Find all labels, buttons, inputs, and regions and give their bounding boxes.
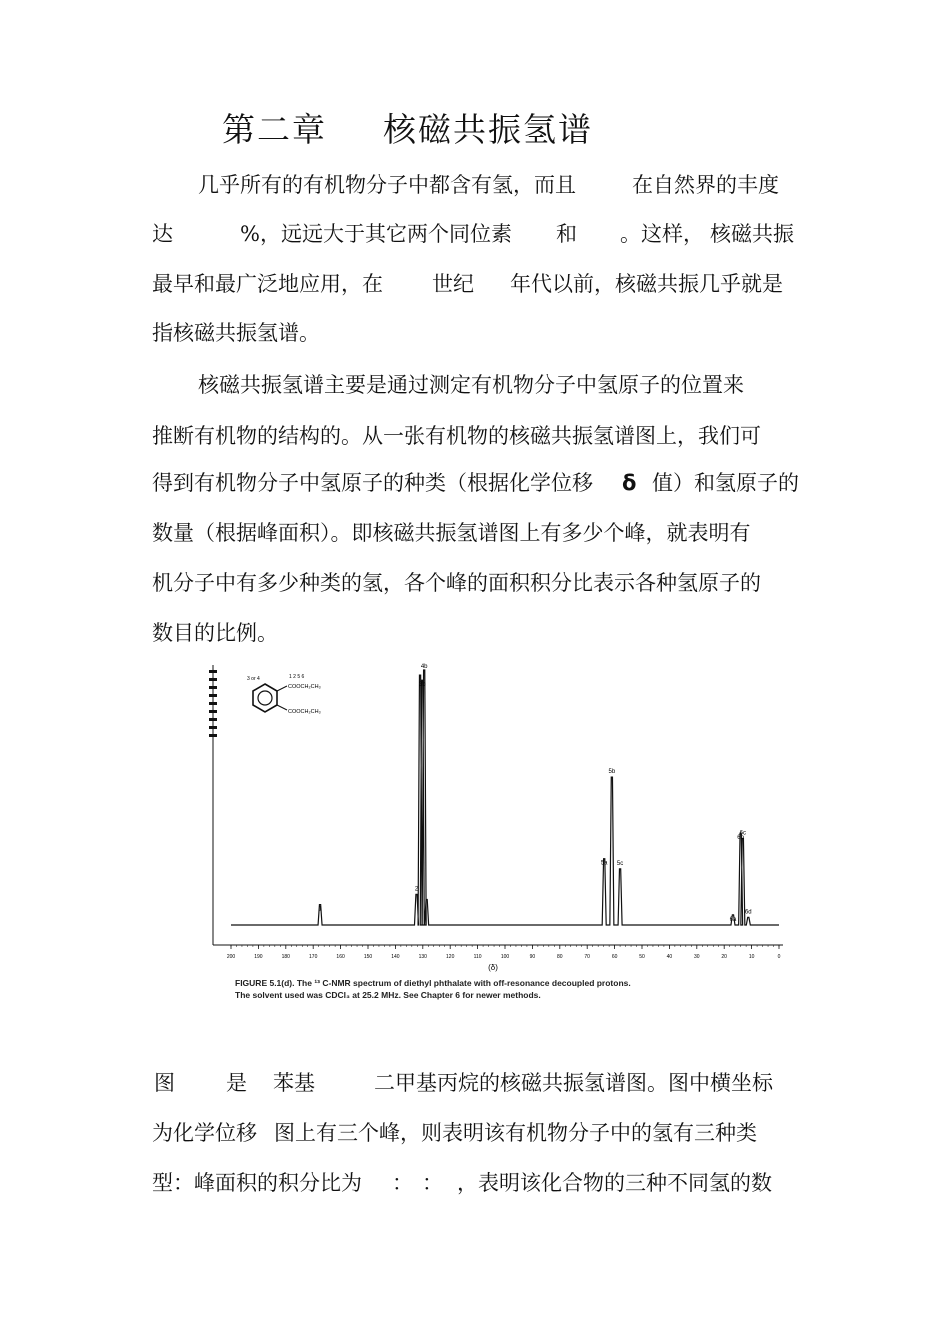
chapter-number: 第二章 — [222, 110, 327, 149]
delta-symbol: δ — [622, 471, 637, 495]
p3-line-3 — [152, 1166, 802, 1200]
scale-mark — [209, 734, 217, 737]
structure-numbers: 1 2 5 6 — [289, 674, 305, 680]
text: 机分子中有多少种类的氢，各个峰的面积积分比表示各种氢原子的 — [152, 571, 761, 595]
text: 几乎所有的有机物分子中都含有氢，而且 — [198, 173, 576, 197]
x-tick-label: 100 — [500, 954, 510, 960]
p3-line-1 — [152, 1066, 802, 1100]
peak-label: 6c — [739, 830, 747, 837]
p1-line-2 — [152, 217, 802, 251]
substituent-1: COOCH₂CH₃ — [288, 684, 321, 690]
chapter-title: 核磁共振氢谱 — [383, 110, 593, 149]
text: 数量（根据峰面积）。即核磁共振氢谱图上有多少个峰，就表明有 — [152, 521, 751, 545]
scale-mark — [209, 678, 217, 681]
p2-line-2 — [152, 419, 802, 453]
scale-mark — [209, 718, 217, 721]
molecule-structure — [247, 674, 321, 715]
p3-line-2 — [152, 1116, 802, 1150]
text: ： — [422, 1171, 443, 1195]
x-tick-label: 60 — [611, 954, 618, 960]
x-tick-label: 50 — [639, 954, 645, 960]
x-tick-label: 0 — [777, 954, 781, 960]
p2-line-4 — [152, 516, 802, 550]
x-tick-label: 190 — [254, 954, 263, 960]
text: 。这样， — [620, 222, 704, 246]
text: 世纪 — [432, 272, 474, 296]
peak-label: 4b — [420, 664, 428, 670]
p2-line-5 — [152, 566, 802, 600]
peak-label: 1 — [318, 906, 322, 913]
x-tick-label: 80 — [557, 954, 563, 960]
text: 值）和氢原子的 — [652, 471, 799, 495]
text: ： — [392, 1171, 413, 1195]
substituent-2: COOCH₂CH₃ — [288, 709, 321, 715]
x-tick-label: 20 — [721, 954, 727, 960]
peak-label: 6a — [729, 916, 737, 923]
x-tick-label: 150 — [363, 954, 373, 960]
text: 得到有机物分子中氢原子的种类（根据化学位移 — [152, 471, 593, 495]
text: 推断有机物的结构的。从一张有机物的核磁共振氢谱图上，我们可 — [152, 424, 761, 448]
scale-mark — [209, 726, 217, 729]
x-tick-label: 170 — [309, 954, 318, 960]
text: 图上有三个峰，则表明该有机物分子中的氢有三种类 — [274, 1121, 757, 1145]
peak-label: 6b — [737, 835, 744, 842]
x-axis-label: (δ) — [488, 963, 498, 972]
text: 在自然界的丰度 — [632, 173, 779, 197]
peak-labels — [318, 664, 751, 923]
nmr-spectrum-plot — [195, 660, 795, 1020]
peak-label: 5a — [600, 860, 608, 867]
text: 型：峰面积的积分比为 — [152, 1171, 362, 1195]
structure-ring-label: 3 or 4 — [247, 676, 260, 682]
x-tick-label: 160 — [336, 954, 345, 960]
text: 年代以前，核磁共振几乎就是 — [510, 272, 783, 296]
peak-label: 6d — [744, 909, 752, 916]
scale-mark — [209, 710, 217, 713]
text: 二甲基丙烷的核磁共振氢谱图。图中横坐标 — [374, 1071, 773, 1095]
x-tick-label: 40 — [666, 954, 673, 960]
text: ，表明该化合物的三种不同氢的数 — [457, 1171, 772, 1195]
text: 核磁共振 — [710, 222, 794, 246]
text: 达 — [152, 222, 173, 246]
text: 数目的比例。 — [152, 621, 278, 645]
scale-mark — [209, 670, 217, 673]
scale-mark — [209, 702, 217, 705]
x-tick-label: 90 — [529, 954, 536, 960]
peak-label: 5b — [608, 769, 616, 776]
x-tick-label: 130 — [418, 954, 427, 960]
peak-label: 2 — [414, 886, 419, 893]
figure-caption-line-2: The solvent used was CDCl₃ at 25.2 MHz. See Chapter 6 for newer methods. — [235, 990, 541, 1000]
p2-line-3 — [152, 466, 802, 500]
text: %，远远大于其它两个同位素 — [240, 222, 512, 246]
p2-line-1 — [152, 368, 802, 402]
x-tick-label: 30 — [694, 954, 700, 960]
text: 苯基 — [273, 1071, 315, 1095]
text: 最早和最广泛地应用，在 — [152, 272, 383, 296]
x-tick-label: 140 — [391, 954, 400, 960]
integration-scale — [209, 670, 217, 737]
p1-line-1 — [152, 168, 802, 202]
text: 核磁共振氢谱主要是通过测定有机物分子中氢原子的位置来 — [198, 373, 744, 397]
x-tick-label: 120 — [446, 954, 455, 960]
x-tick-label: 180 — [281, 954, 290, 960]
text: 图 — [154, 1071, 175, 1095]
x-axis-ticks — [227, 945, 781, 960]
text: 指核磁共振氢谱。 — [152, 321, 320, 345]
peak-label: 5c — [616, 860, 624, 867]
nmr-spectrum-figure — [195, 660, 795, 1020]
p2-line-6 — [152, 616, 802, 650]
x-tick-label: 200 — [226, 954, 236, 960]
text: 为化学位移 — [152, 1121, 257, 1145]
p1-line-3 — [152, 267, 802, 301]
p1-line-4 — [152, 316, 802, 350]
text: 是 — [226, 1071, 247, 1095]
scale-mark — [209, 686, 217, 689]
x-tick-label: 70 — [584, 954, 590, 960]
chapter-heading — [0, 96, 950, 156]
figure-caption-line-1: FIGURE 5.1(d). The ¹³ C-NMR spectrum of diethyl phthalate with off-resonance decoupled protons. — [235, 978, 631, 988]
text: 和 — [556, 222, 577, 246]
x-tick-label: 10 — [748, 954, 755, 960]
scale-mark — [209, 694, 217, 697]
x-tick-label: 110 — [473, 954, 482, 960]
peak-label: 3b — [418, 682, 426, 689]
